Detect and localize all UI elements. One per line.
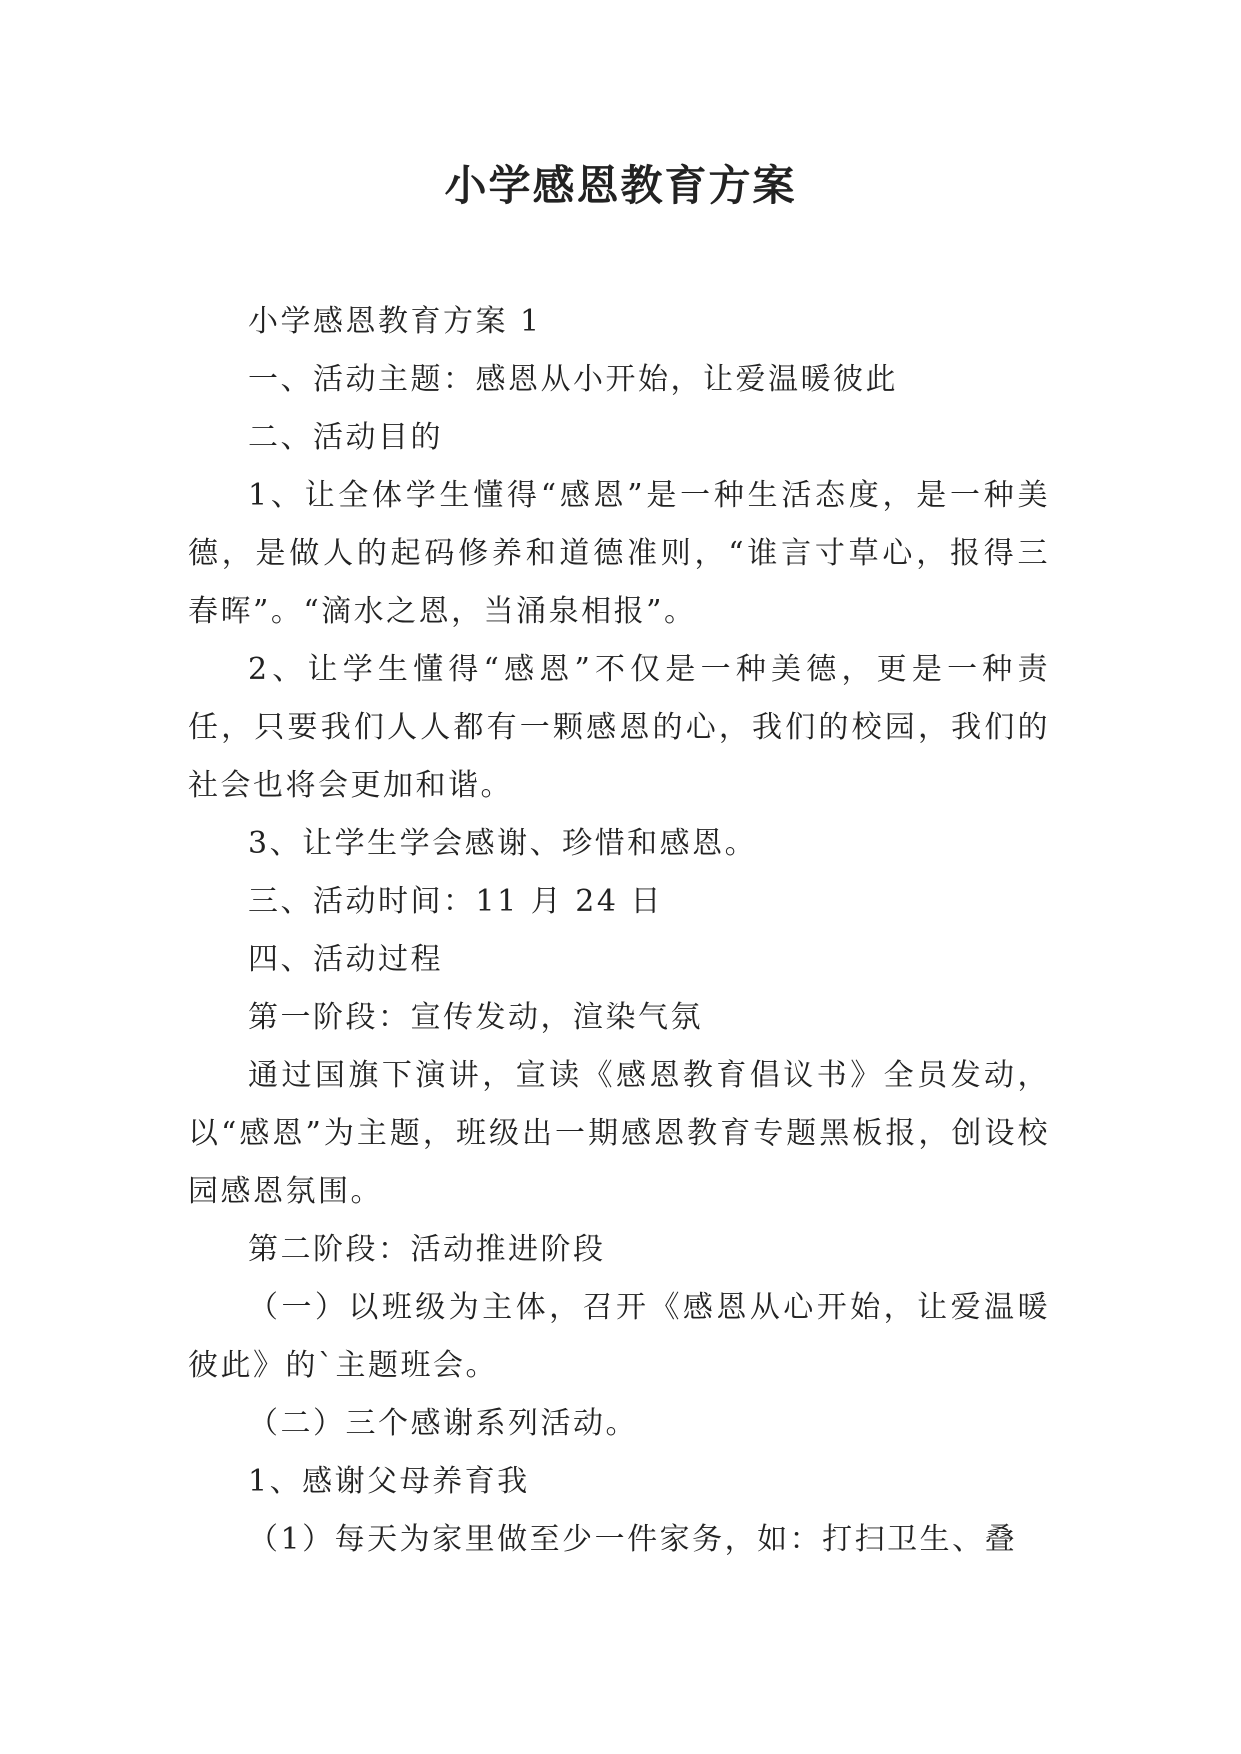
paragraph-stage-1-body: 通过国旗下演讲，宣读《感恩教育倡议书》全员发动，以“感恩”为主题，班级出一期感恩教育专题黑板报，创设校园感恩氛围。 xyxy=(188,1058,1050,1209)
document-body xyxy=(188,293,1050,1569)
paragraph-thanks-parents: 1、感谢父母养育我 xyxy=(248,1464,530,1499)
paragraph-section-heading: 小学感恩教育方案 1 xyxy=(248,304,542,339)
paragraph-stage-2-item-1: （一）以班级为主体，召开《感恩从心开始，让爱温暖彼此》的`主题班会。 xyxy=(188,1290,1050,1383)
paragraph-activity-theme: 一、活动主题：感恩从小开始，让爱温暖彼此 xyxy=(248,362,898,397)
paragraph-purpose-3: 3、让学生学会感谢、珍惜和感恩。 xyxy=(248,826,758,861)
paragraph-purpose-1: 1、让全体学生懂得“感恩”是一种生活态度，是一种美德，是做人的起码修养和道德准则，“谁言寸草心，报得三春晖”。“滴水之恩，当涌泉相报”。 xyxy=(188,478,1050,629)
paragraph-stage-2-heading: 第二阶段：活动推进阶段 xyxy=(248,1232,606,1267)
paragraph-activity-process-heading: 四、活动过程 xyxy=(248,942,443,977)
paragraph-thanks-parents-item-1: （1）每天为家里做至少一件家务，如：打扫卫生、叠 xyxy=(248,1522,1018,1557)
paragraph-stage-1-heading: 第一阶段：宣传发动，渲染气氛 xyxy=(248,1000,703,1035)
document-title: 小学感恩教育方案 xyxy=(444,161,797,210)
paragraph-stage-2-item-2: （二）三个感谢系列活动。 xyxy=(248,1406,638,1441)
paragraph-purpose-2: 2、让学生懂得“感恩”不仅是一种美德，更是一种责任，只要我们人人都有一颗感恩的心，我们的校园，我们的社会也将会更加和谐。 xyxy=(188,652,1050,803)
paragraph-activity-time: 三、活动时间：11 月 24 日 xyxy=(248,884,663,919)
paragraph-activity-purpose-heading: 二、活动目的 xyxy=(248,420,443,455)
